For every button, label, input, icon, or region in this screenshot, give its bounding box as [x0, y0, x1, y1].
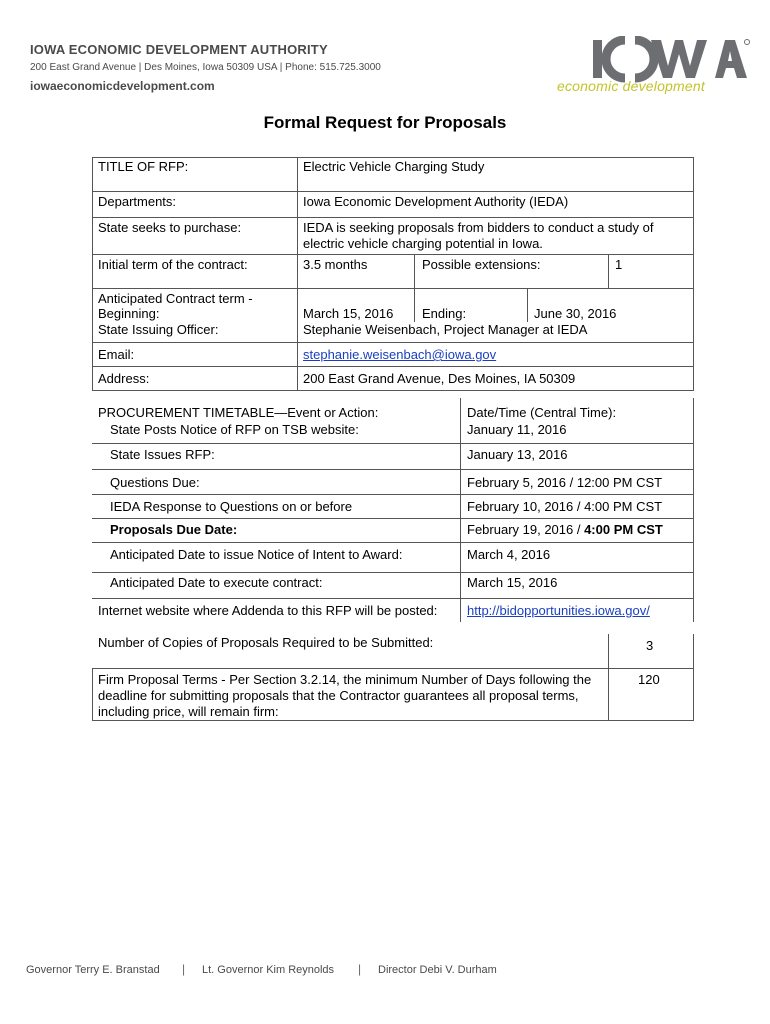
event-label: State Issues RFP: [110, 447, 215, 462]
event-date: January 11, 2016 [467, 422, 567, 437]
addenda-link[interactable]: http://bidopportunities.iowa.gov/ [467, 603, 650, 618]
copies-value: 3 [646, 638, 654, 653]
purchase-label: State seeks to purchase: [98, 220, 242, 235]
org-website: iowaeconomicdevelopment.com [30, 79, 215, 93]
footer-separator: | [358, 962, 362, 976]
firm-terms-value: 120 [638, 672, 660, 687]
departments-value: Iowa Economic Development Authority (IEDA) [303, 194, 569, 209]
logo-tagline: economic development [557, 78, 705, 94]
rfp-title-value: Electric Vehicle Charging Study [303, 159, 485, 174]
addenda-label: Internet website where Addenda to this RFP will be posted: [98, 603, 438, 618]
ending-value: June 30, 2016 [534, 306, 617, 321]
term-value: 3.5 months [303, 257, 368, 272]
event-date: February 10, 2016 / 4:00 PM CST [467, 499, 663, 514]
timetable-header-event: PROCUREMENT TIMETABLE—Event or Action: [98, 405, 379, 420]
anticipated-term-label: Anticipated Contract term - [98, 291, 253, 306]
org-name: IOWA ECONOMIC DEVELOPMENT AUTHORITY [30, 42, 328, 57]
org-address: 200 East Grand Avenue | Des Moines, Iowa 50309 USA | Phone: 515.725.3000 [30, 62, 381, 73]
firm-terms-label: Firm Proposal Terms - Per Section 3.2.14, the minimum Number of Days following the deadline for submitting proposals that the Contractor guarantees all proposal terms, including price, will remain firm: [98, 672, 592, 719]
rfp-title-label: TITLE OF RFP: [98, 159, 189, 174]
event-label: State Posts Notice of RFP on TSB website: [110, 422, 359, 437]
officer-value: Stephanie Weisenbach, Project Manager at IEDA [303, 322, 588, 337]
footer-separator: | [182, 962, 186, 976]
email-label: Email: [98, 347, 135, 362]
beginning-value: March 15, 2016 [303, 306, 394, 321]
event-date: January 13, 2016 [467, 447, 568, 462]
event-date: February 5, 2016 / 12:00 PM CST [467, 475, 663, 490]
event-label: Anticipated Date to issue Notice of Intent to Award: [110, 547, 403, 562]
event-label: Questions Due: [110, 475, 200, 490]
ending-label: Ending: [422, 306, 467, 321]
term-label: Initial term of the contract: [98, 257, 248, 272]
timetable-header-date: Date/Time (Central Time): [467, 405, 617, 420]
event-label: Anticipated Date to execute contract: [110, 575, 323, 590]
officer-label: State Issuing Officer: [98, 322, 219, 337]
email-link[interactable]: stephanie.weisenbach@iowa.gov [303, 347, 497, 362]
footer-director: Director Debi V. Durham [378, 964, 497, 976]
beginning-label: Beginning: [98, 306, 160, 321]
extensions-label: Possible extensions: [422, 257, 541, 272]
purchase-value: IEDA is seeking proposals from bidders to conduct a study of electric vehicle charging potential in Iowa. [303, 220, 654, 251]
extensions-value: 1 [615, 257, 623, 272]
event-date-proposals-due [467, 522, 663, 538]
departments-label: Departments: [98, 194, 177, 209]
event-date: March 4, 2016 [467, 547, 551, 562]
proposals-due-time: 4:00 PM CST [584, 522, 663, 537]
footer-governor: Governor Terry E. Branstad [26, 964, 160, 976]
footer-lt-governor: Lt. Governor Kim Reynolds [202, 964, 335, 976]
address-label: Address: [98, 371, 150, 386]
iowa-logo [555, 36, 750, 96]
event-date: March 15, 2016 [467, 575, 558, 590]
event-label: IEDA Response to Questions on or before [110, 499, 353, 514]
proposals-due-date: February 19, 2016 / [467, 522, 585, 537]
address-value: 200 East Grand Avenue, Des Moines, IA 50309 [303, 371, 576, 386]
document-title: Formal Request for Proposals [263, 113, 507, 132]
copies-label: Number of Copies of Proposals Required to be Submitted: [98, 635, 434, 650]
iowa-wordmark [555, 36, 750, 84]
event-label-proposals-due: Proposals Due Date: [110, 522, 238, 537]
